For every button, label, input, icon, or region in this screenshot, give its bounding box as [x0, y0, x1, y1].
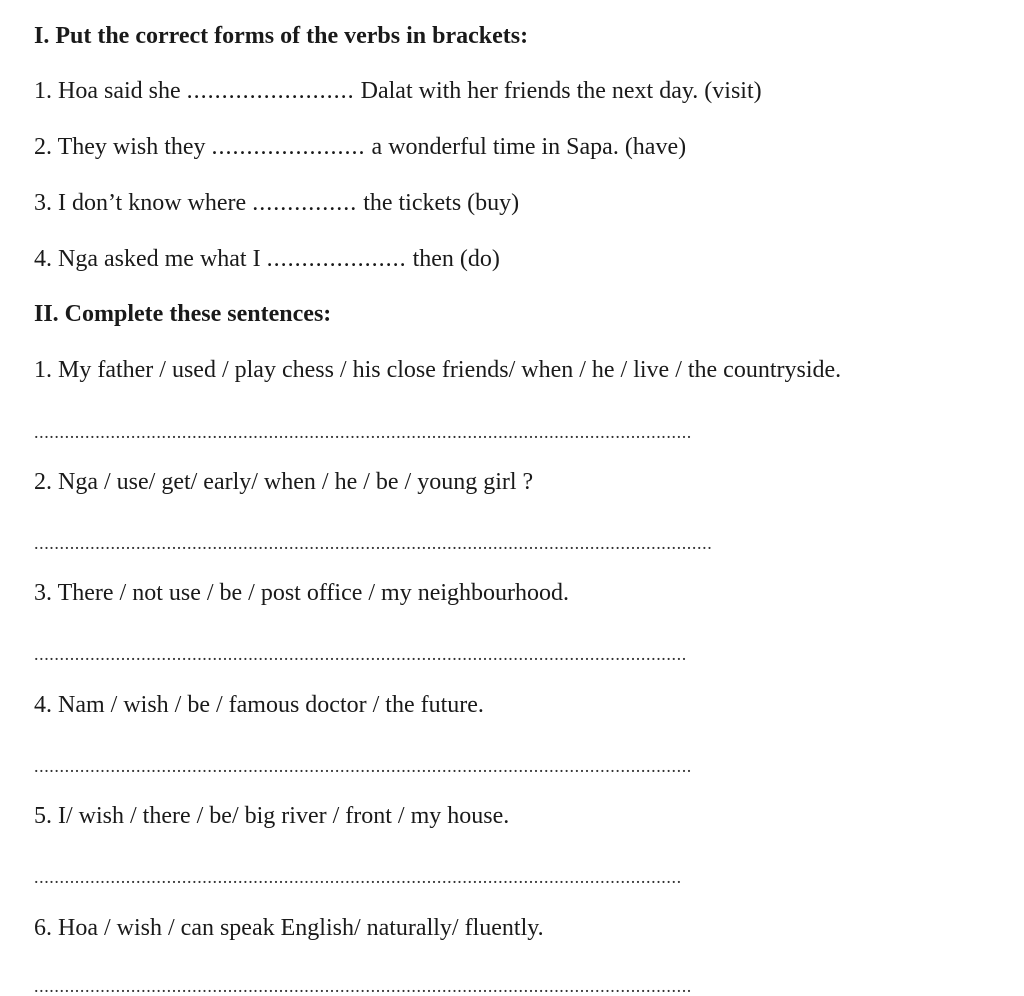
exercise-2-item-6: 6. Hoa / wish / can speak English/ naturally/ fluently.: [34, 915, 544, 941]
answer-line-4[interactable]: .................................................................................................................................: [34, 756, 692, 776]
answer-line-2[interactable]: .....................................................................................................................................: [34, 533, 713, 553]
answer-line-6[interactable]: .................................................................................................................................: [34, 976, 692, 996]
exercise-2-item-1: 1. My father / used / play chess / his close friends/ when / he / live / the countryside.: [34, 357, 842, 383]
exercise-2-item-2: 2. Nga / use/ get/ early/ when / he / be / young girl ?: [34, 469, 534, 495]
exercise-2-item-4: 4. Nam / wish / be / famous doctor / the future.: [34, 692, 484, 718]
item-suffix: the tickets (buy): [357, 190, 520, 216]
answer-blank[interactable]: ....................: [266, 246, 407, 272]
item-prefix: 4. Nga asked me what I: [34, 246, 267, 272]
answer-line-5[interactable]: ...............................................................................................................................: [34, 867, 682, 887]
item-suffix: a wonderful time in Sapa. (have): [365, 134, 687, 160]
item-prefix: 3. I don’t know where: [34, 190, 253, 216]
item-prefix: 2. They wish they: [34, 134, 212, 160]
answer-blank[interactable]: ........................: [186, 78, 355, 104]
answer-line-1[interactable]: .................................................................................................................................: [34, 422, 692, 442]
answer-blank[interactable]: ...............: [252, 190, 358, 216]
answer-line-3[interactable]: ................................................................................................................................: [34, 644, 687, 664]
section-2-title: II. Complete these sentences:: [34, 301, 332, 327]
exercise-2-item-3: 3. There / not use / be / post office / my neighbourhood.: [34, 580, 570, 606]
item-suffix: then (do): [406, 246, 500, 272]
exercise-1-item-4: [34, 244, 500, 274]
answer-blank[interactable]: ......................: [211, 134, 366, 160]
exercise-1-item-3: [34, 188, 519, 218]
item-prefix: 1. Hoa said she: [34, 78, 187, 104]
exercise-2-item-5: 5. I/ wish / there / be/ big river / front / my house.: [34, 803, 510, 829]
exercise-1-item-1: [34, 76, 762, 106]
section-1-title: I. Put the correct forms of the verbs in brackets:: [34, 23, 529, 49]
item-suffix: Dalat with her friends the next day. (visit): [354, 78, 762, 104]
exercise-1-item-2: [34, 132, 686, 162]
